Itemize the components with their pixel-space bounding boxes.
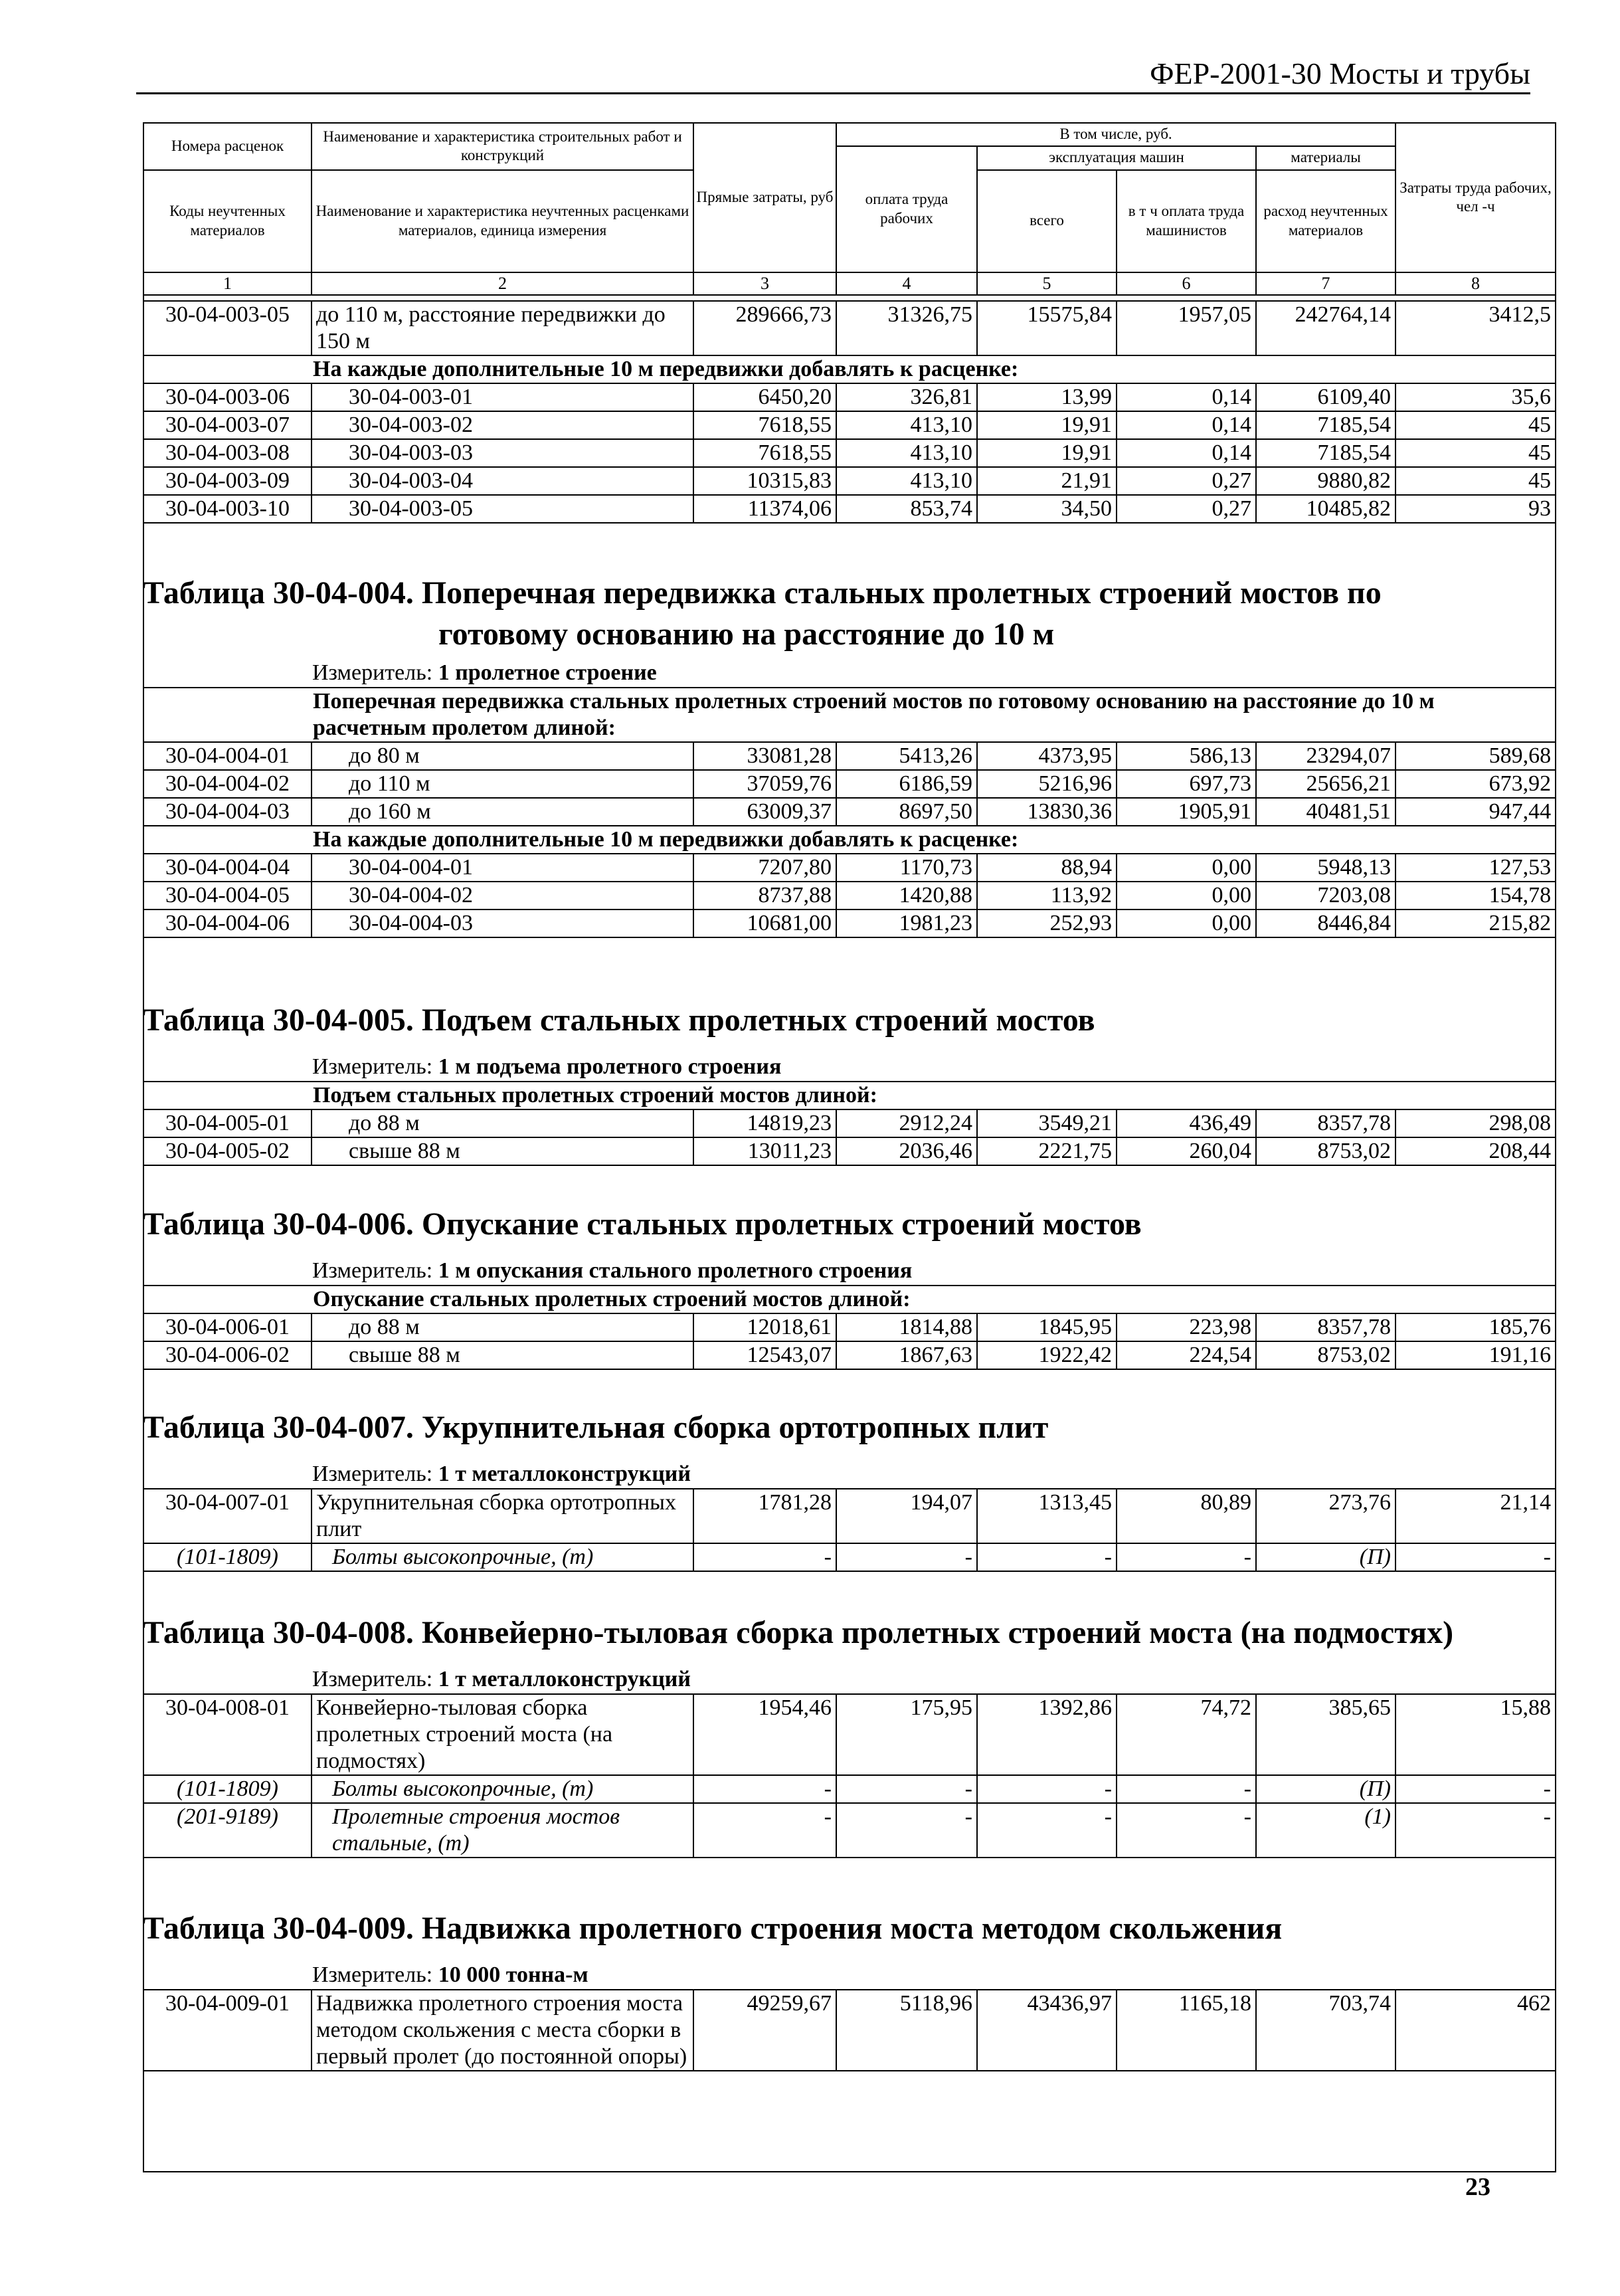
table-row: [143, 411, 1556, 439]
value-operators: 0,14: [1117, 383, 1256, 411]
value-materials: 385,65: [1256, 1694, 1395, 1775]
value-labor-hours: 45: [1395, 439, 1556, 467]
value-labor: 5118,96: [836, 1990, 977, 2071]
value-labor: 413,10: [836, 439, 977, 467]
table-004-section: [143, 573, 1555, 938]
rate-name: 30-04-003-01: [312, 383, 693, 411]
value-labor-hours: 35,6: [1395, 383, 1556, 411]
value-labor: -: [836, 1543, 977, 1571]
value-direct: 12543,07: [693, 1341, 836, 1369]
value-materials: 10485,82: [1256, 495, 1395, 523]
table-003-section: [143, 300, 1555, 524]
measure-label: Измеритель:: [312, 1667, 433, 1691]
rate-name: до 110 м, расстояние передвижки до 150 м: [312, 301, 693, 355]
value-labor-hours: -: [1395, 1775, 1556, 1803]
rate-code: 30-04-007-01: [143, 1489, 312, 1543]
material-code: (201-9189): [143, 1803, 312, 1858]
table-row: [143, 495, 1556, 523]
measure-line: [143, 659, 1555, 687]
rate-name: 30-04-004-03: [312, 909, 693, 937]
value-labor: 1867,63: [836, 1341, 977, 1369]
table-row: [143, 301, 1556, 355]
value-operators: 436,49: [1117, 1109, 1256, 1137]
table-row: [143, 383, 1556, 411]
table-title: [143, 573, 1555, 655]
value-operators: -: [1117, 1775, 1256, 1803]
value-machines: -: [977, 1803, 1117, 1858]
subheading: Опускание стальных пролетных строений мостов длиной:: [143, 1286, 1556, 1313]
value-labor-hours: 45: [1395, 411, 1556, 439]
table-row: [143, 1137, 1556, 1165]
measure-line: [143, 1666, 1555, 1693]
value-direct: 63009,37: [693, 798, 836, 826]
measure-line: [143, 1460, 1555, 1488]
value-direct: 37059,76: [693, 770, 836, 798]
value-direct: -: [693, 1803, 836, 1858]
value-machines: 2221,75: [977, 1137, 1117, 1165]
value-materials: 9880,82: [1256, 467, 1395, 495]
value-machines: 1392,86: [977, 1694, 1117, 1775]
rate-name: 30-04-003-05: [312, 495, 693, 523]
rate-name: Укрупнительная сборка ортотропных плит: [312, 1489, 693, 1543]
material-row: [143, 1775, 1556, 1803]
value-operators: 0,00: [1117, 882, 1256, 909]
value-materials: 8357,78: [1256, 1109, 1395, 1137]
table-009: [143, 1989, 1556, 2071]
value-machines: 3549,21: [977, 1109, 1117, 1137]
value-operators: 697,73: [1117, 770, 1256, 798]
value-labor: 194,07: [836, 1489, 977, 1543]
rate-name: 30-04-003-04: [312, 467, 693, 495]
rate-code: 30-04-003-07: [143, 411, 312, 439]
header-rule: [136, 92, 1530, 94]
value-machines: 88,94: [977, 854, 1117, 882]
measure-line: [143, 1961, 1555, 1989]
col-number: 3: [693, 272, 836, 296]
value-materials: 5948,13: [1256, 854, 1395, 882]
rate-code: 30-04-005-02: [143, 1137, 312, 1165]
material-row: [143, 1803, 1556, 1858]
value-materials: (1): [1256, 1803, 1395, 1858]
rate-name: до 88 м: [312, 1109, 693, 1137]
value-labor: 2036,46: [836, 1137, 977, 1165]
value-operators: 0,14: [1117, 411, 1256, 439]
value-direct: 14819,23: [693, 1109, 836, 1137]
rate-code: 30-04-003-08: [143, 439, 312, 467]
value-operators: 0,27: [1117, 467, 1256, 495]
value-machines: 1922,42: [977, 1341, 1117, 1369]
rate-name: до 160 м: [312, 798, 693, 826]
table-009-section: [143, 1908, 1555, 2071]
table-007-section: [143, 1407, 1555, 1572]
table-row: [143, 1313, 1556, 1341]
col-number: 5: [977, 272, 1117, 296]
measure-label: Измеритель:: [312, 1258, 433, 1283]
value-materials: 703,74: [1256, 1990, 1395, 2071]
value-materials: 7185,54: [1256, 411, 1395, 439]
col-number: 7: [1256, 272, 1395, 296]
value-materials: 242764,14: [1256, 301, 1395, 355]
header-unaccounted-materials: расход неучтенных материалов: [1256, 170, 1395, 272]
rate-name: свыше 88 м: [312, 1137, 693, 1165]
table-title-line1: Таблица 30-04-004. Поперечная передвижка стальных пролетных строений мостов по: [143, 575, 1382, 611]
value-labor: 853,74: [836, 495, 977, 523]
value-materials: 7203,08: [1256, 882, 1395, 909]
subheading: Поперечная передвижка стальных пролетных строений мостов по готовому основанию на расстояние до 10 м расчетным пролетом длиной:: [143, 688, 1556, 742]
value-labor-hours: 215,82: [1395, 909, 1556, 937]
rate-name: свыше 88 м: [312, 1341, 693, 1369]
table-row: [143, 798, 1556, 826]
value-materials: 23294,07: [1256, 742, 1395, 770]
value-labor: 31326,75: [836, 301, 977, 355]
rate-name: до 88 м: [312, 1313, 693, 1341]
value-labor: 413,10: [836, 467, 977, 495]
value-materials: 8753,02: [1256, 1341, 1395, 1369]
table-row: [143, 1109, 1556, 1137]
measure-line: [143, 1257, 1555, 1285]
table-005: [143, 1081, 1556, 1166]
col-number: 8: [1395, 272, 1556, 296]
header-including: В том числе, руб.: [836, 123, 1395, 146]
rate-code: 30-04-005-01: [143, 1109, 312, 1137]
header-machines: эксплуатация машин: [977, 146, 1256, 170]
value-operators: 223,98: [1117, 1313, 1256, 1341]
rate-code: 30-04-008-01: [143, 1694, 312, 1775]
table-title: Таблица 30-04-005. Подъем стальных пролетных строений мостов: [143, 1003, 1095, 1038]
table-title-line2: готовому основанию на расстояние до 10 м: [438, 617, 1055, 652]
value-machines: 252,93: [977, 909, 1117, 937]
table-row: [143, 770, 1556, 798]
rate-code: 30-04-006-01: [143, 1313, 312, 1341]
header-labor-pay: оплата труда рабочих: [836, 146, 977, 272]
material-row: [143, 1543, 1556, 1571]
header-name-bottom: Наименование и характеристика неучтенных расценками материалов, единица измерения: [312, 170, 693, 272]
measure-unit: 1 т металлоконструкций: [438, 1667, 691, 1691]
measure-unit: 1 т металлоконструкций: [438, 1462, 691, 1486]
table-008-section: [143, 1612, 1555, 1858]
col-number: 6: [1117, 272, 1256, 296]
value-direct: 10681,00: [693, 909, 836, 937]
table-row: [143, 439, 1556, 467]
value-materials: 8446,84: [1256, 909, 1395, 937]
value-labor-hours: 15,88: [1395, 1694, 1556, 1775]
subheading: Подъем стальных пролетных строений мостов длиной:: [143, 1082, 1556, 1109]
table-title: Таблица 30-04-007. Укрупнительная сборка ортотропных плит: [143, 1410, 1049, 1445]
value-labor: 1170,73: [836, 854, 977, 882]
rate-code: 30-04-009-01: [143, 1990, 312, 2071]
value-machines: -: [977, 1543, 1117, 1571]
value-direct: 13011,23: [693, 1137, 836, 1165]
table-row: [143, 742, 1556, 770]
value-labor-hours: 208,44: [1395, 1137, 1556, 1165]
rate-code: 30-04-003-09: [143, 467, 312, 495]
rate-code: 30-04-004-03: [143, 798, 312, 826]
rate-code: 30-04-004-04: [143, 854, 312, 882]
material-name: Болты высокопрочные, (т): [312, 1543, 693, 1571]
material-name: Пролетные строения мостов стальные, (т): [312, 1803, 693, 1858]
table-title: Таблица 30-04-006. Опускание стальных пролетных строений мостов: [143, 1206, 1142, 1242]
value-direct: 289666,73: [693, 301, 836, 355]
value-labor: 2912,24: [836, 1109, 977, 1137]
value-machines: 113,92: [977, 882, 1117, 909]
col-number: 1: [143, 272, 312, 296]
table-006-section: [143, 1204, 1555, 1370]
rate-name: 30-04-004-02: [312, 882, 693, 909]
value-direct: 10315,83: [693, 467, 836, 495]
column-header-table: [143, 122, 1556, 296]
table-row: [143, 467, 1556, 495]
value-labor: 8697,50: [836, 798, 977, 826]
value-materials: 6109,40: [1256, 383, 1395, 411]
header-name-top: Наименование и характеристика строительных работ и конструкций: [312, 123, 693, 170]
table-row: [143, 909, 1556, 937]
value-operators: 0,14: [1117, 439, 1256, 467]
value-labor-hours: 462: [1395, 1990, 1556, 2071]
value-labor-hours: 45: [1395, 467, 1556, 495]
table-008: [143, 1693, 1556, 1858]
rate-code: 30-04-003-06: [143, 383, 312, 411]
table-title: Таблица 30-04-009. Надвижка пролетного строения моста методом скольжения: [143, 1911, 1283, 1946]
value-materials: (П): [1256, 1775, 1395, 1803]
value-operators: 1957,05: [1117, 301, 1256, 355]
table-row: [143, 1990, 1556, 2071]
value-labor-hours: 673,92: [1395, 770, 1556, 798]
value-direct: 7207,80: [693, 854, 836, 882]
measure-unit: 1 пролетное строение: [438, 660, 657, 685]
page-number: 23: [1465, 2173, 1490, 2201]
value-machines: 19,91: [977, 411, 1117, 439]
value-operators: 260,04: [1117, 1137, 1256, 1165]
table-row: [143, 1341, 1556, 1369]
value-operators: 586,13: [1117, 742, 1256, 770]
value-direct: 1954,46: [693, 1694, 836, 1775]
material-code: (101-1809): [143, 1775, 312, 1803]
rate-name: 30-04-004-01: [312, 854, 693, 882]
header-machines-total: всего: [977, 170, 1117, 272]
rate-code: 30-04-003-05: [143, 301, 312, 355]
value-materials: 40481,51: [1256, 798, 1395, 826]
value-labor-hours: 589,68: [1395, 742, 1556, 770]
value-machines: 1845,95: [977, 1313, 1117, 1341]
value-materials: 8357,78: [1256, 1313, 1395, 1341]
value-direct: 33081,28: [693, 742, 836, 770]
value-machines: 5216,96: [977, 770, 1117, 798]
value-labor-hours: 298,08: [1395, 1109, 1556, 1137]
value-direct: 1781,28: [693, 1489, 836, 1543]
value-direct: 7618,55: [693, 439, 836, 467]
measure-line: [143, 1053, 1555, 1081]
measure-unit: 10 000 тонна-м: [438, 1962, 588, 1987]
material-code: (101-1809): [143, 1543, 312, 1571]
value-labor: 175,95: [836, 1694, 977, 1775]
value-labor-hours: -: [1395, 1543, 1556, 1571]
value-materials: 7185,54: [1256, 439, 1395, 467]
value-machines: 19,91: [977, 439, 1117, 467]
measure-unit: 1 м опускания стального пролетного строения: [438, 1258, 913, 1283]
col-number: 4: [836, 272, 977, 296]
subheading: На каждые дополнительные 10 м передвижки добавлять к расценке:: [143, 355, 1556, 383]
header-materials: материалы: [1256, 146, 1395, 170]
value-machines: 21,91: [977, 467, 1117, 495]
rate-name: Конвейерно-тыловая сборка пролетных строений моста (на подмостях): [312, 1694, 693, 1775]
subheading: На каждые дополнительные 10 м передвижки добавлять к расценке:: [143, 826, 1556, 854]
table-row: [143, 1694, 1556, 1775]
table-003: [143, 300, 1556, 524]
value-operators: -: [1117, 1543, 1256, 1571]
value-machines: -: [977, 1775, 1117, 1803]
page-header-title: ФЕР-2001-30 Мосты и трубы: [1150, 56, 1530, 90]
rate-name: до 110 м: [312, 770, 693, 798]
table-title: Таблица 30-04-008. Конвейерно-тыловая сборка пролетных строений моста (на подмостях): [143, 1615, 1454, 1650]
value-labor: -: [836, 1775, 977, 1803]
header-codes-bottom: Коды неучтенных материалов: [143, 170, 312, 272]
value-direct: -: [693, 1775, 836, 1803]
value-materials: 25656,21: [1256, 770, 1395, 798]
table-row: [143, 882, 1556, 909]
measure-label: Измеритель:: [312, 1054, 433, 1079]
value-operators: 0,00: [1117, 909, 1256, 937]
rate-name: 30-04-003-03: [312, 439, 693, 467]
value-labor-hours: 93: [1395, 495, 1556, 523]
value-operators: -: [1117, 1803, 1256, 1858]
value-labor: 1814,88: [836, 1313, 977, 1341]
value-labor-hours: 191,16: [1395, 1341, 1556, 1369]
table-007: [143, 1488, 1556, 1572]
value-machines: 15575,84: [977, 301, 1117, 355]
rate-name: до 80 м: [312, 742, 693, 770]
rate-code: 30-04-004-01: [143, 742, 312, 770]
value-machines: 4373,95: [977, 742, 1117, 770]
value-labor: 326,81: [836, 383, 977, 411]
value-direct: 7618,55: [693, 411, 836, 439]
col-number: 2: [312, 272, 693, 296]
measure-label: Измеритель:: [312, 1462, 433, 1486]
material-name: Болты высокопрочные, (т): [312, 1775, 693, 1803]
value-labor-hours: 185,76: [1395, 1313, 1556, 1341]
value-operators: 0,27: [1117, 495, 1256, 523]
rate-code: 30-04-004-05: [143, 882, 312, 909]
value-direct: 8737,88: [693, 882, 836, 909]
value-direct: 12018,61: [693, 1313, 836, 1341]
header-operators-pay: в т ч оплата труда машинистов: [1117, 170, 1256, 272]
measure-label: Измеритель:: [312, 660, 433, 685]
value-labor: 413,10: [836, 411, 977, 439]
value-operators: 80,89: [1117, 1489, 1256, 1543]
value-machines: 13,99: [977, 383, 1117, 411]
value-operators: 0,00: [1117, 854, 1256, 882]
measure-label: Измеритель:: [312, 1962, 433, 1987]
value-labor: 1981,23: [836, 909, 977, 937]
value-machines: 43436,97: [977, 1990, 1117, 2071]
value-materials: (П): [1256, 1543, 1395, 1571]
value-labor-hours: 21,14: [1395, 1489, 1556, 1543]
table-005-section: [143, 1000, 1555, 1166]
measure-unit: 1 м подъема пролетного строения: [438, 1054, 782, 1079]
value-direct: 49259,67: [693, 1990, 836, 2071]
rate-name: 30-04-003-02: [312, 411, 693, 439]
value-operators: 1905,91: [1117, 798, 1256, 826]
value-labor-hours: 3412,5: [1395, 301, 1556, 355]
header-labor-cost: Затраты труда рабочих, чел -ч: [1395, 123, 1556, 272]
value-direct: 11374,06: [693, 495, 836, 523]
table-004: [143, 687, 1556, 938]
value-materials: 273,76: [1256, 1489, 1395, 1543]
value-operators: 224,54: [1117, 1341, 1256, 1369]
value-labor-hours: 127,53: [1395, 854, 1556, 882]
value-direct: -: [693, 1543, 836, 1571]
value-machines: 13830,36: [977, 798, 1117, 826]
table-row: [143, 854, 1556, 882]
value-labor-hours: 154,78: [1395, 882, 1556, 909]
value-labor: 5413,26: [836, 742, 977, 770]
header-codes-top: Номера расценок: [143, 123, 312, 170]
value-operators: 1165,18: [1117, 1990, 1256, 2071]
rate-code: 30-04-006-02: [143, 1341, 312, 1369]
value-machines: 1313,45: [977, 1489, 1117, 1543]
table-006: [143, 1285, 1556, 1370]
value-direct: 6450,20: [693, 383, 836, 411]
value-labor-hours: 947,44: [1395, 798, 1556, 826]
rate-name: Надвижка пролетного строения моста методом скольжения с места сборки в первый пролет (до постоянной опоры): [312, 1990, 693, 2071]
rate-code: 30-04-004-06: [143, 909, 312, 937]
value-labor-hours: -: [1395, 1803, 1556, 1858]
value-labor: -: [836, 1803, 977, 1858]
value-labor: 6186,59: [836, 770, 977, 798]
value-operators: 74,72: [1117, 1694, 1256, 1775]
header-direct-costs: Прямые затраты, руб: [693, 123, 836, 272]
table-row: [143, 1489, 1556, 1543]
rate-code: 30-04-004-02: [143, 770, 312, 798]
rate-code: 30-04-003-10: [143, 495, 312, 523]
value-labor: 1420,88: [836, 882, 977, 909]
value-machines: 34,50: [977, 495, 1117, 523]
value-materials: 8753,02: [1256, 1137, 1395, 1165]
